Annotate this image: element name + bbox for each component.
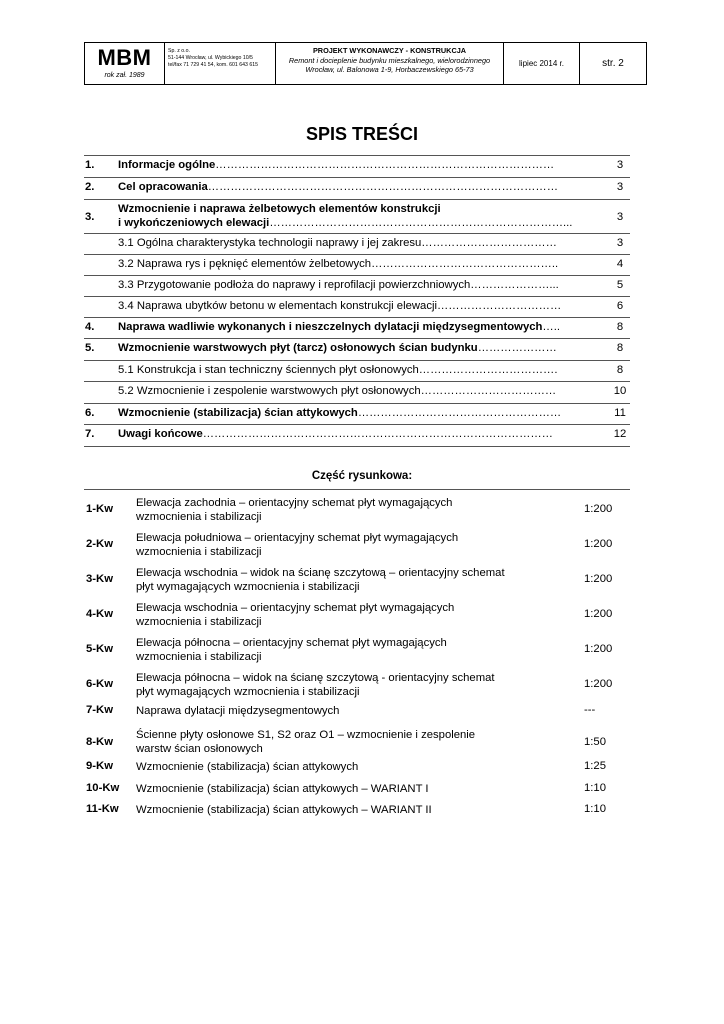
toc-number: 4. <box>85 321 95 333</box>
toc-row <box>84 360 630 381</box>
drawing-description <box>136 531 536 559</box>
drawing-description: Naprawa dylatacji międzysegmentowych <box>136 705 340 717</box>
drawing-code: 6-Kw <box>86 678 113 690</box>
drawing-description: Wzmocnienie (stabilizacja) ścian attykowych – WARIANT II <box>136 804 432 816</box>
drawing-scale: 1:200 <box>584 573 613 585</box>
toc-row <box>84 381 630 403</box>
toc-title: Wzmocnienie (stabilizacja) ścian attykowych <box>118 407 358 419</box>
page-number <box>580 43 646 84</box>
drawing-description <box>136 496 536 524</box>
drawing-code: 5-Kw <box>86 643 113 655</box>
drawing-code: 1-Kw <box>86 503 113 515</box>
drawing-code: 2-Kw <box>86 538 113 550</box>
drawing-row <box>84 665 630 701</box>
toc-row <box>84 275 630 296</box>
table-of-contents <box>84 155 630 447</box>
drawing-scale: --- <box>584 704 596 716</box>
toc-row <box>84 338 630 360</box>
toc-entry <box>118 385 602 397</box>
toc-title: 3.4 Naprawa ubytków betonu w elementach konstrukcji elewacji <box>118 300 437 312</box>
project-info <box>276 43 504 84</box>
drawing-description <box>136 728 536 756</box>
toc-number: 6. <box>85 407 95 419</box>
toc-entry <box>118 159 602 171</box>
toc-dots: ………………… <box>477 342 557 354</box>
toc-row <box>84 233 630 254</box>
toc-title: 5.1 Konstrukcja i stan techniczny ściennych płyt osłonowych <box>118 364 419 376</box>
toc-page: 4 <box>616 258 624 270</box>
drawing-row <box>84 801 630 823</box>
toc-page: 3 <box>616 237 624 249</box>
company-line: Sp. z o.o. <box>168 48 190 54</box>
toc-dots: ……………………………………………… <box>357 407 562 419</box>
toc-dots: ……………………………………………………………………... <box>269 217 573 229</box>
drawing-row <box>84 758 630 780</box>
toc-title: 3.2 Naprawa rys i pęknięć elementów żelbetowych <box>118 258 372 270</box>
drawings-list <box>84 489 630 823</box>
toc-title: Wzmocnienie warstwowych płyt (tarcz) osłonowych ścian budynku <box>118 342 478 354</box>
toc-entry <box>118 321 602 333</box>
drawing-code: 9-Kw <box>86 760 113 772</box>
drawing-scale: 1:50 <box>584 736 606 748</box>
toc-dots: ….. <box>542 321 560 333</box>
drawing-row <box>84 723 630 758</box>
drawing-desc-line: Elewacja północna – orientacyjny schemat płyt wymagających <box>136 637 447 649</box>
document-date <box>504 43 580 84</box>
drawing-code: 3-Kw <box>86 573 113 585</box>
drawing-code: 11-Kw <box>86 803 119 815</box>
drawing-scale: 1:10 <box>584 803 606 815</box>
drawing-desc-line2: wzmocnienia i stabilizacji <box>136 511 262 523</box>
drawing-scale: 1:200 <box>584 503 613 515</box>
toc-number: 7. <box>85 428 95 440</box>
drawing-scale: 1:10 <box>584 782 606 794</box>
drawing-desc-line: Elewacja południowa – orientacyjny schemat płyt wymagających <box>136 532 459 544</box>
toc-page: 12 <box>613 428 627 440</box>
drawing-code: 10-Kw <box>86 782 120 794</box>
company-logo <box>85 43 165 84</box>
drawing-description: Wzmocnienie (stabilizacja) ścian attykowych <box>136 761 359 773</box>
toc-title: Cel opracowania <box>118 181 208 193</box>
drawing-desc-line2: płyt wymagających wzmocnienia i stabilizacji <box>136 581 360 593</box>
drawing-desc-line: Elewacja wschodnia – widok na ścianę szczytową – orientacyjny schemat <box>136 567 505 579</box>
toc-dots: ………………………………………………………………………………… <box>202 428 553 440</box>
toc-title-continued: i wykończeniowych elewacji <box>118 217 270 229</box>
toc-dots: ………………………………. <box>418 364 558 376</box>
drawings-section-title: Część rysunkowa: <box>311 470 413 482</box>
drawing-description <box>136 601 536 629</box>
drawing-desc-line: Elewacja zachodnia – orientacyjny schemat płyt wymagających <box>136 497 453 509</box>
document-header <box>84 42 647 85</box>
project-address: Wrocław, ul. Balonowa 1-9, Horbaczewskiego 65-73 <box>305 65 474 74</box>
logo-year: rok zał. 1989 <box>104 72 145 79</box>
toc-entry <box>118 203 602 215</box>
toc-title: Naprawa wadliwie wykonanych i nieszczelnych dylatacji międzysegmentowych <box>118 321 543 333</box>
toc-title: Uwagi końcowe <box>118 428 203 440</box>
toc-row <box>84 199 630 233</box>
toc-page: 8 <box>616 342 624 354</box>
toc-page: 3 <box>616 181 624 193</box>
drawing-scale: 1:200 <box>584 678 613 690</box>
toc-number: 5. <box>85 342 95 354</box>
toc-entry-continued <box>118 217 602 229</box>
toc-entry <box>118 342 602 354</box>
toc-number: 2. <box>85 181 95 193</box>
drawing-code: 8-Kw <box>86 736 113 748</box>
toc-entry <box>118 407 602 419</box>
drawing-desc-line: Elewacja wschodnia – orientacyjny schemat płyt wymagających <box>136 602 455 614</box>
toc-number: 3. <box>85 211 95 223</box>
toc-page: 5 <box>616 279 624 291</box>
drawing-row <box>84 490 630 525</box>
drawing-scale: 1:200 <box>584 538 613 550</box>
drawing-desc-line2: wzmocnienia i stabilizacji <box>136 616 262 628</box>
toc-page: 8 <box>616 321 624 333</box>
drawing-code: 7-Kw <box>86 704 113 716</box>
page-title: SPIS TREŚCI <box>305 124 419 144</box>
drawing-row <box>84 780 630 801</box>
drawing-desc-line: Elewacja północna – widok na ścianę szczytową - orientacyjny schemat <box>136 672 495 684</box>
drawing-desc-line2: warstw ścian osłonowych <box>136 743 263 755</box>
toc-title: 5.2 Wzmocnienie i zespolenie warstwowych płyt osłonowych <box>118 385 421 397</box>
toc-page: 3 <box>616 211 624 223</box>
drawing-scale: 1:200 <box>584 643 613 655</box>
drawing-desc-line2: wzmocnienia i stabilizacji <box>136 546 262 558</box>
toc-dots: ……………………………… <box>420 385 557 397</box>
drawing-row <box>84 560 630 595</box>
company-phone: tel/fax 71 729 41 54, kom. 601 643 615 <box>168 62 258 68</box>
company-address: 51-144 Wrocław, ul. Wybickiego 10/5 <box>168 55 253 61</box>
logo-text: MBM <box>97 45 152 70</box>
toc-dots: …………………... <box>470 279 559 291</box>
toc-dots: ……………………………………………………………………………… <box>215 159 555 171</box>
drawing-description <box>136 566 536 594</box>
drawing-row <box>84 595 630 630</box>
drawing-scale: 1:200 <box>584 608 613 620</box>
toc-entry <box>118 364 602 376</box>
toc-entry <box>118 279 602 291</box>
drawing-row <box>84 701 630 723</box>
toc-title: Wzmocnienie i naprawa żelbetowych elementów konstrukcji <box>118 203 441 215</box>
toc-page: 3 <box>616 159 624 171</box>
drawing-row <box>84 525 630 560</box>
toc-title: 3.1 Ogólna charakterystyka technologii naprawy i jej zakresu <box>118 237 422 249</box>
date-text: lipiec 2014 r. <box>519 59 564 68</box>
toc-entry <box>118 300 602 312</box>
toc-dots: ……………………………… <box>421 237 557 249</box>
toc-row <box>84 424 630 446</box>
toc-row <box>84 296 630 317</box>
toc-title: Informacje ogólne <box>118 159 216 171</box>
toc-entry <box>118 258 602 270</box>
drawing-description <box>136 671 536 699</box>
toc-page: 8 <box>616 364 624 376</box>
toc-page: 11 <box>614 407 626 419</box>
toc-row <box>84 254 630 275</box>
project-title: PROJEKT WYKONAWCZY - KONSTRUKCJA <box>312 46 467 55</box>
toc-dots: ………………………………………….. <box>371 258 559 270</box>
page-number-text: str. 2 <box>602 58 624 69</box>
toc-page: 6 <box>616 300 624 312</box>
toc-entry <box>118 237 602 249</box>
drawing-desc-line: Ścienne płyty osłonowe S1, S2 oraz O1 – wzmocnienie i zespolenie <box>136 729 476 741</box>
drawing-row <box>84 630 630 665</box>
toc-row <box>84 155 630 177</box>
toc-row <box>84 177 630 199</box>
toc-row <box>84 317 630 338</box>
toc-number: 1. <box>85 159 95 171</box>
drawing-desc-line2: wzmocnienia i stabilizacji <box>136 651 262 663</box>
company-info <box>165 43 276 84</box>
project-description: Remont i docieplenie budynku mieszkalnego, wielorodzinnego <box>288 55 491 65</box>
toc-dots: …………………………… <box>437 300 562 312</box>
drawing-description <box>136 636 536 664</box>
toc-entry <box>118 181 602 193</box>
toc-dots: ………………………………………………………………………………… <box>207 181 558 193</box>
toc-title: 3.3 Przygotowanie podłoża do naprawy i reprofilacji powierzchniowych <box>118 279 471 291</box>
drawing-desc-line2: płyt wymagających wzmocnienia i stabilizacji <box>136 686 360 698</box>
drawing-code: 4-Kw <box>86 608 113 620</box>
drawing-description: Wzmocnienie (stabilizacja) ścian attykowych – WARIANT I <box>136 783 429 795</box>
toc-page: 10 <box>613 385 627 397</box>
drawing-scale: 1:25 <box>584 760 606 772</box>
toc-row <box>84 403 630 424</box>
toc-entry <box>118 428 602 440</box>
